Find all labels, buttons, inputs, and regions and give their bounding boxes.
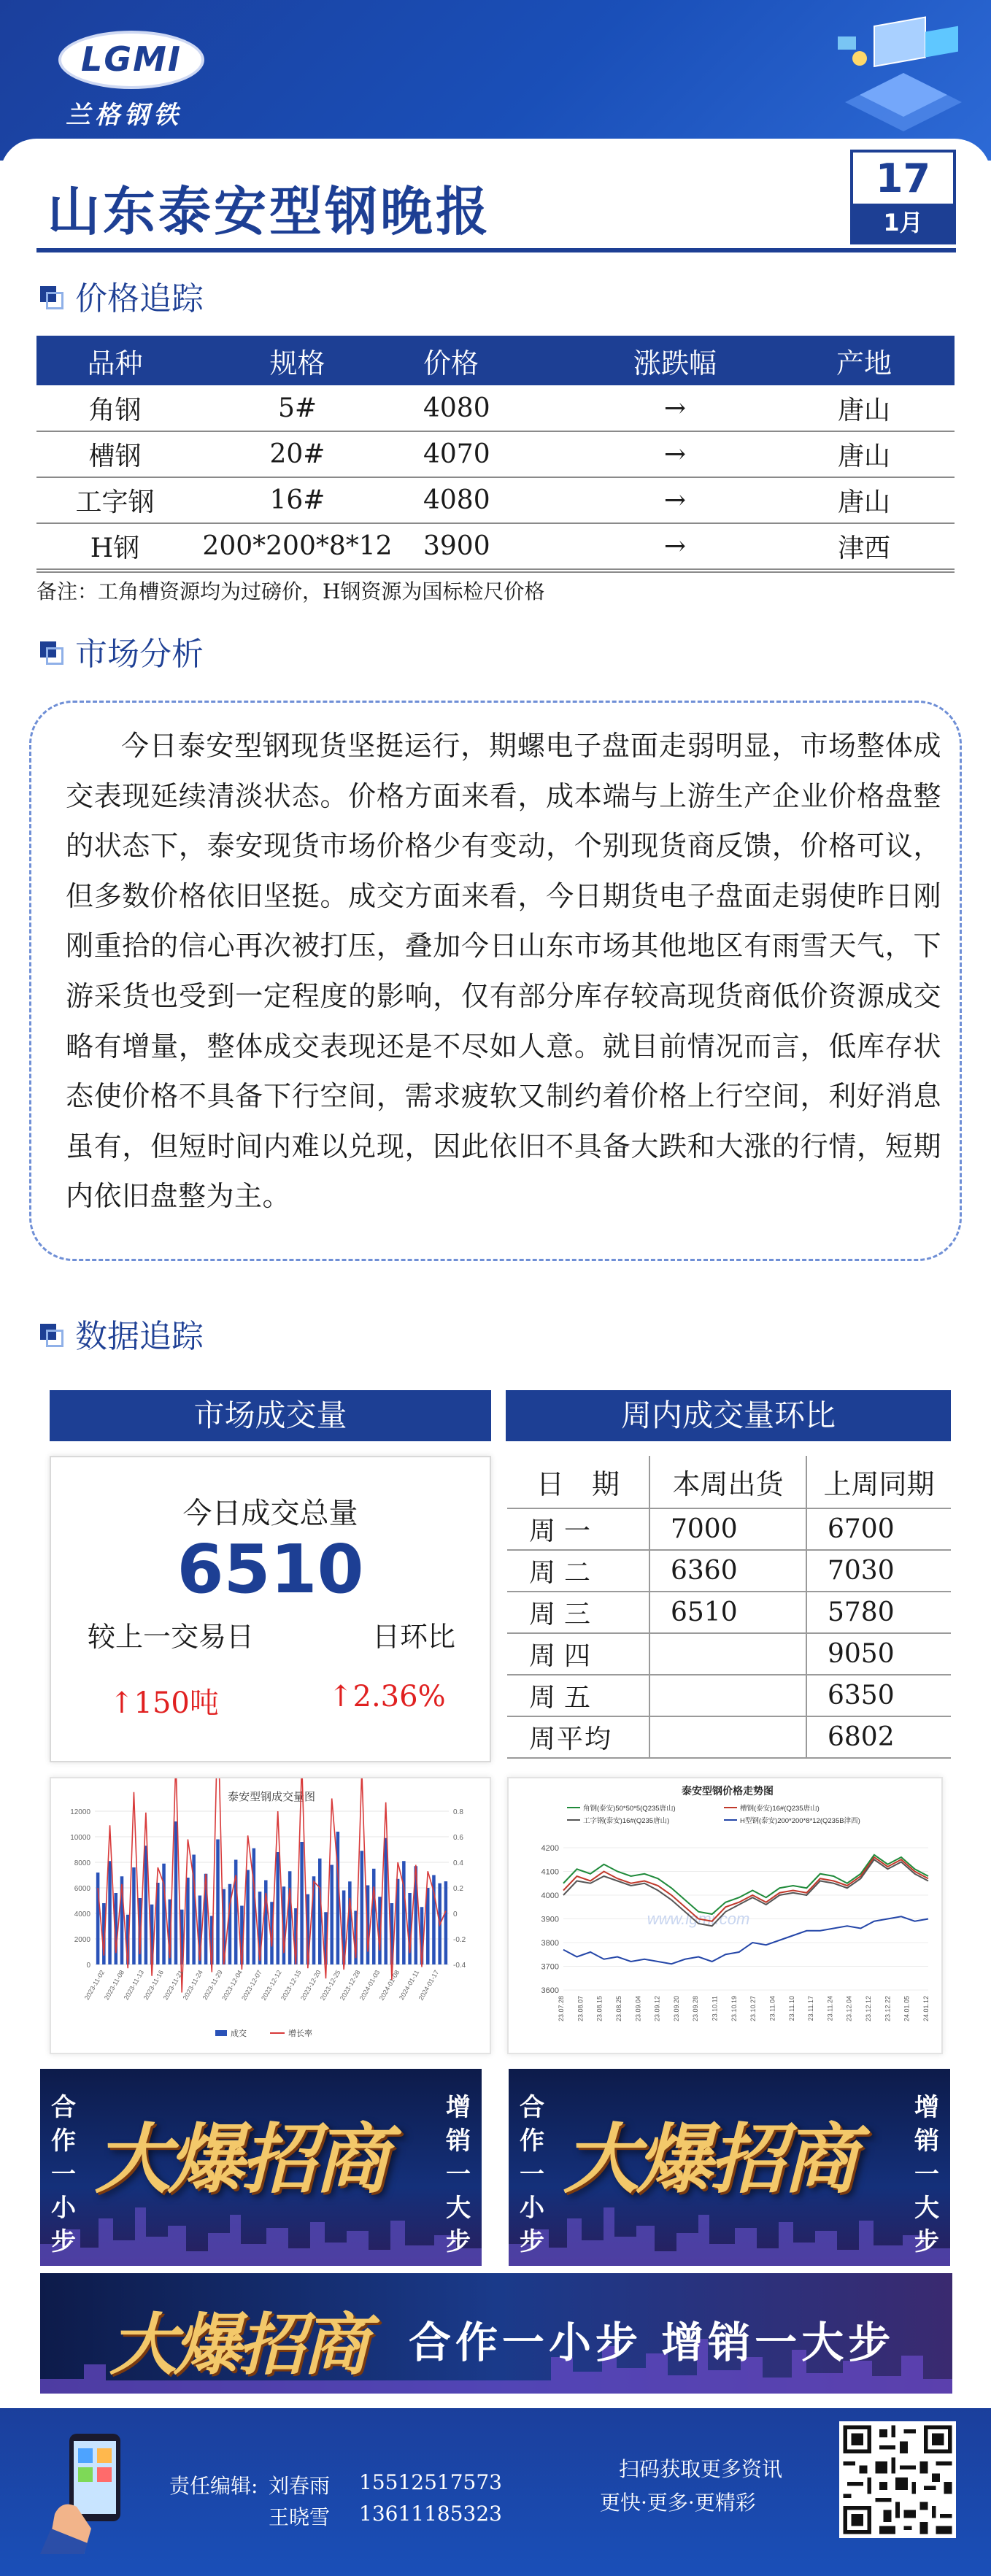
origin-cell: 唐山: [774, 431, 955, 477]
table-row: [36, 385, 955, 431]
table-row: [507, 1550, 951, 1592]
x-tick-label: 2023-12-20: [298, 1969, 323, 2002]
x-tick-label: 23.11.24: [826, 1996, 834, 2021]
rate-change: ↑2.36%: [328, 1680, 446, 1713]
col-header: 本周出货: [649, 1456, 806, 1508]
phone-hand-icon: [40, 2426, 157, 2554]
section-label: 价格追踪: [75, 280, 204, 317]
day-cell: 周平均: [507, 1716, 649, 1758]
y-tick-label: 8000: [74, 1859, 90, 1867]
change-cell: →: [577, 385, 774, 431]
last-week-cell: 6802: [806, 1716, 951, 1758]
day-cell: 周三: [507, 1592, 649, 1633]
this-week-cell: 6510: [649, 1592, 806, 1633]
y-tick-label: 4000: [541, 1891, 559, 1900]
volume-bar: [288, 1871, 292, 1964]
chart-title: 泰安型钢成交量图: [227, 1791, 316, 1803]
y-tick-label: 4000: [74, 1910, 90, 1918]
volume-bar: [372, 1869, 376, 1964]
price-series-line: [563, 1855, 928, 1914]
change-cell: →: [577, 523, 774, 569]
rate-label: 日环比: [372, 1621, 456, 1653]
this-week-cell: [649, 1716, 806, 1758]
origin-cell: 津西: [774, 523, 955, 569]
x-tick-label: 23.08.25: [614, 1996, 622, 2022]
ad-headline: 大爆招商: [109, 2306, 367, 2384]
page-title: 山东泰安型钢晚报: [47, 181, 492, 242]
ad-side-left: 合作一小步: [520, 2093, 544, 2256]
volume-title-bar: 市场成交量: [50, 1390, 491, 1441]
volume-bar: [264, 1881, 268, 1965]
analysis-paragraph: 今日泰安型钢现货坚挺运行，期螺电子盘面走弱明显，市场整体成交表现延续清淡状态。价格方面来看，成本端与上游生产企业价格盘整的状态下，泰安现货市场价格少有变动，个别现货商反馈，价格可议，但多数价格依旧坚挺。成交方面来看，今日期货电子盘面走弱使昨日刚刚重拾的信心再次被打压，叠加今日山东市场其他地区有雨雪天气，下游采货也受到一定程度的影响，仅有部分库存较高现货商低价资源成交略有增量，整体成交表现还是不尽如人意。就目前情况而言，低库存状态使价格不具备下行空间，需求疲软又制约着价格上行空间，利好消息虽有，但短时间内难以兑现，因此依旧不具备大跌和大涨的行情，短期内依旧盘整为主。: [66, 730, 941, 1213]
col-header: 上周同期: [806, 1456, 951, 1508]
x-tick-label: 23.10.19: [730, 1996, 738, 2022]
ad-slogan: 合作一小步 增销一大步: [409, 2318, 895, 2367]
price-cell: 4080: [401, 477, 577, 523]
volume-bar: [252, 1848, 256, 1964]
x-tick-label: 2024-01-17: [417, 1969, 441, 2002]
compare-change: ↑150吨: [109, 1686, 219, 1720]
price-cell: 4080: [401, 385, 577, 431]
volume-label: 今日成交总量: [182, 1497, 358, 1530]
x-tick-label: 23.08.07: [577, 1996, 585, 2022]
y-tick-label: 4200: [541, 1844, 559, 1853]
table-row: [507, 1716, 951, 1758]
x-tick-label: 2023-11-16: [142, 1969, 166, 2002]
city-skyline-icon: [509, 2200, 950, 2266]
x-tick-label: 2023-12-28: [338, 1969, 362, 2002]
volume-bar: [360, 1851, 364, 1964]
qr-code-icon[interactable]: [839, 2421, 956, 2538]
last-week-cell: 7030: [806, 1550, 951, 1592]
volume-bar: [246, 1870, 250, 1965]
x-tick-label: 2023-11-29: [201, 1969, 224, 2002]
x-tick-label: 2023-12-04: [220, 1969, 244, 2002]
volume-chart-card: [50, 1777, 491, 2054]
x-tick-label: 2023-11-21: [161, 1969, 185, 2002]
volume-bar: [186, 1878, 190, 1964]
ad-banner-left[interactable]: [40, 2069, 482, 2266]
table-row: [507, 1633, 951, 1675]
x-tick-label: 23.09.12: [653, 1996, 661, 2022]
tech-illustration-icon: [816, 15, 976, 153]
x-tick-label: 24.01.05: [903, 1996, 911, 2022]
volume-bar: [402, 1861, 406, 1964]
table-row: [507, 1508, 951, 1550]
legend-label: 工字钢(泰安)16#(Q235唐山): [583, 1817, 670, 1825]
x-tick-label: 23.09.28: [692, 1996, 700, 2022]
legend-swatch: [215, 2030, 227, 2036]
col-header: 产地: [774, 336, 955, 385]
x-tick-label: 2024-01-11: [397, 1969, 421, 2002]
price-chart-card: [507, 1777, 943, 2054]
spec-cell: 16#: [193, 477, 401, 523]
x-tick-label: 2024-01-08: [377, 1969, 401, 2002]
weekly-header: [507, 1456, 951, 1508]
price-cell: 4070: [401, 431, 577, 477]
table-row: [36, 523, 955, 569]
x-tick-label: 23.11.04: [768, 1996, 776, 2021]
ad-side-right: 增销一大步: [914, 2093, 939, 2256]
day-cell: 周二: [507, 1550, 649, 1592]
y-tick-label: 6000: [74, 1885, 90, 1893]
section-square-icon: [40, 641, 59, 660]
chart-title: 泰安型钢价格走势图: [682, 1785, 774, 1797]
x-tick-label: 23.11.17: [807, 1996, 815, 2021]
this-week-cell: 7000: [649, 1508, 806, 1550]
editor-phone: 13611185323: [359, 2502, 502, 2526]
city-skyline-icon: [40, 2200, 482, 2266]
col-header: 品种: [36, 336, 193, 385]
origin-cell: 唐山: [774, 385, 955, 431]
lgmi-logo[interactable]: [44, 22, 219, 131]
volume-bar: [348, 1881, 352, 1964]
x-tick-label: 2023-11-02: [82, 1969, 107, 2002]
volume-value: 6510: [177, 1530, 364, 1608]
this-week-cell: [649, 1633, 806, 1675]
y-tick-label: 12000: [70, 1808, 90, 1816]
change-cell: →: [577, 477, 774, 523]
date-badge: [850, 150, 956, 244]
logo-cn: 兰格钢铁: [66, 101, 182, 130]
product-cell: H钢: [36, 523, 193, 569]
editor-phone: 15512517573: [359, 2470, 502, 2494]
origin-cell: 唐山: [774, 477, 955, 523]
compare-label: 较上一交易日: [88, 1621, 255, 1653]
product-cell: 工字钢: [36, 477, 193, 523]
y2-tick-label: -0.4: [453, 1962, 466, 1970]
y2-tick-label: 0.8: [453, 1808, 463, 1816]
x-tick-label: 23.12.22: [884, 1996, 892, 2022]
day-cell: 周五: [507, 1675, 649, 1716]
ad-side-right: 增销一大步: [446, 2093, 471, 2256]
x-tick-label: 2023-12-15: [279, 1969, 303, 2002]
spec-cell: 5#: [193, 385, 401, 431]
ad-side-left: 合作一小步: [51, 2093, 76, 2256]
editor-name: 刘春雨: [269, 2474, 331, 2498]
section-square-icon: [40, 1324, 59, 1343]
last-week-cell: 9050: [806, 1633, 951, 1675]
volume-bar: [144, 1846, 148, 1964]
volume-bar: [330, 1865, 333, 1965]
y-tick-label: 0: [86, 1962, 90, 1970]
volume-bar: [300, 1842, 304, 1964]
y2-tick-label: 0.6: [453, 1834, 463, 1842]
date-month: 1月: [853, 204, 953, 242]
legend-label: 成交: [231, 2029, 247, 2038]
last-week-cell: 6700: [806, 1508, 951, 1550]
section-label: 数据追踪: [75, 1318, 204, 1355]
last-week-cell: 5780: [806, 1592, 951, 1633]
table-row: [36, 431, 955, 477]
col-header: 涨跌幅: [577, 336, 774, 385]
qr-slogan: 更快·更多·更精彩: [600, 2491, 756, 2515]
col-header: 价格: [401, 336, 577, 385]
x-tick-label: 2023-12-12: [260, 1969, 283, 2002]
x-tick-label: 2024-01-03: [358, 1969, 382, 2002]
x-tick-label: 2023-11-08: [102, 1969, 126, 2002]
day-cell: 周一: [507, 1508, 649, 1550]
volume-card: [50, 1456, 491, 1762]
x-tick-label: 2023-12-07: [240, 1969, 263, 2002]
volume-chart: [51, 1778, 493, 2056]
volume-bar: [384, 1838, 387, 1964]
table-row: [507, 1592, 951, 1633]
ad-headline: 大爆招商: [563, 2115, 856, 2204]
table-row: [507, 1675, 951, 1716]
price-table: [36, 336, 955, 570]
x-tick-label: 23.10.11: [711, 1996, 719, 2021]
x-tick-label: 2023-12-25: [318, 1969, 342, 2002]
ad-banner-wide[interactable]: [40, 2273, 952, 2394]
col-header: 规格: [193, 336, 401, 385]
volume-bar: [444, 1881, 448, 1964]
y-tick-label: 2000: [74, 1936, 90, 1944]
price-chart: [509, 1778, 944, 2056]
x-tick-label: 23.10.27: [749, 1996, 757, 2022]
section-square-icon: [40, 286, 59, 305]
x-tick-label: 23.08.15: [595, 1996, 604, 2022]
editor-name: 王晓雪: [269, 2505, 331, 2529]
table-row: [36, 477, 955, 523]
y2-tick-label: 0.2: [453, 1885, 463, 1893]
price-table-header: [36, 336, 955, 385]
price-note: 备注：工角槽资源均为过磅价，H钢资源为国标检尺价格: [36, 571, 955, 605]
weekly-title-bar: 周内成交量环比: [506, 1390, 951, 1441]
x-tick-label: 23.11.10: [787, 1996, 795, 2021]
legend-label: 角钢(泰安)50*50*5(Q235唐山): [583, 1805, 676, 1813]
this-week-cell: [649, 1675, 806, 1716]
editor-label: 责任编辑:: [169, 2474, 258, 2498]
col-header: 日 期: [507, 1456, 649, 1508]
section-label: 市场分析: [75, 636, 204, 673]
x-tick-label: 2023-11-13: [122, 1969, 146, 2002]
date-day: 17: [875, 155, 931, 201]
x-tick-label: 23.12.12: [865, 1996, 873, 2022]
legend-label: H型钢(泰安)200*200*8*12(Q235B津西): [740, 1817, 860, 1825]
change-cell: →: [577, 431, 774, 477]
analysis-section-heading: [40, 629, 204, 673]
legend-label: 槽钢(泰安)16#(Q235唐山): [740, 1805, 820, 1813]
product-cell: 角钢: [36, 385, 193, 431]
y-tick-label: 3900: [541, 1915, 559, 1924]
y2-tick-label: 0: [453, 1910, 458, 1918]
this-week-cell: 6360: [649, 1550, 806, 1592]
spec-cell: 20#: [193, 431, 401, 477]
ad-headline: 大爆招商: [95, 2115, 387, 2204]
volume-bar: [96, 1873, 100, 1964]
title-divider: [36, 248, 956, 252]
last-week-cell: 6350: [806, 1675, 951, 1716]
x-tick-label: 23.09.20: [672, 1996, 680, 2022]
day-cell: 周四: [507, 1633, 649, 1675]
weekly-table: [507, 1456, 951, 1759]
x-tick-label: 24.01.12: [922, 1996, 930, 2022]
x-tick-label: 23.12.04: [845, 1996, 853, 2022]
volume-bar: [108, 1861, 112, 1964]
qr-caption: 扫码获取更多资讯: [619, 2457, 783, 2481]
y-tick-label: 3600: [541, 1986, 559, 1995]
volume-bar: [162, 1864, 166, 1964]
volume-bar: [174, 1821, 178, 1964]
y-tick-label: 10000: [70, 1834, 90, 1842]
x-tick-label: 23.09.04: [634, 1996, 642, 2022]
x-tick-label: 23.07.28: [558, 1996, 565, 2022]
volume-bar: [132, 1867, 136, 1964]
price-section-heading: [40, 274, 204, 317]
chart-watermark: www.lgmi.com: [647, 1910, 750, 1928]
legend-label: 增长率: [288, 2029, 312, 2038]
y2-tick-label: 0.4: [453, 1859, 463, 1867]
volume-bar: [216, 1840, 220, 1965]
y-tick-label: 4100: [541, 1867, 559, 1877]
logo-text: LGMI: [81, 39, 182, 79]
y2-tick-label: -0.2: [453, 1936, 466, 1944]
volume-bar: [426, 1888, 430, 1964]
y-tick-label: 3800: [541, 1939, 559, 1948]
volume-bar: [276, 1852, 279, 1964]
data-section-heading: [40, 1311, 204, 1355]
price-cell: 3900: [401, 523, 577, 569]
spec-cell: 200*200*8*12: [193, 523, 401, 569]
x-tick-label: 2023-11-24: [181, 1969, 204, 2002]
product-cell: 槽钢: [36, 431, 193, 477]
ad-banner-right[interactable]: [509, 2069, 950, 2266]
y-tick-label: 3700: [541, 1962, 559, 1972]
